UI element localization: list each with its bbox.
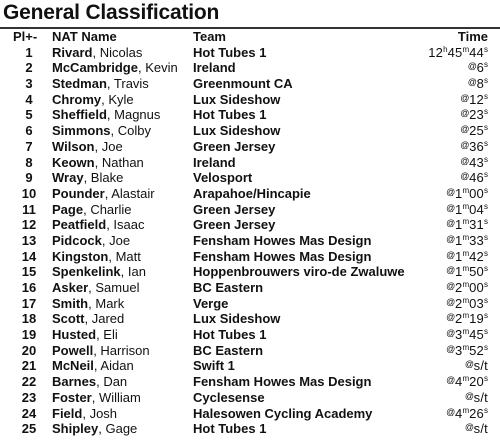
rider-last-name: McNeil [52, 358, 94, 374]
time-unit: s [484, 185, 488, 195]
time-minutes: 4 [455, 405, 463, 421]
time-minutes: 3 [455, 327, 463, 343]
team-name: Hoppenbrouwers viro-de Zwaluwe [193, 264, 405, 280]
rider-last-name: Asker [52, 280, 89, 295]
rider-name [52, 421, 137, 437]
name-separator: , [94, 154, 102, 170]
time-minutes: 2 [455, 280, 463, 295]
time-seconds: s/t [473, 389, 488, 405]
rider-first-name: Magnus [114, 107, 161, 123]
rider-first-name: William [98, 389, 141, 405]
rider-name [52, 186, 155, 202]
rider-name [52, 296, 124, 312]
time-unit: m [462, 295, 470, 305]
rider-name [52, 60, 178, 76]
table-row [0, 45, 500, 61]
rider-first-name: Kevin [145, 60, 178, 76]
name-separator: , [101, 91, 109, 107]
place-number: 19 [21, 327, 37, 343]
rider-first-name: Harrison [100, 342, 150, 358]
team-name: BC Eastern [193, 280, 264, 295]
time-unit: m [462, 405, 470, 415]
rider-last-name: Wilson [52, 138, 95, 154]
rider-last-name: Keown [52, 154, 95, 170]
name-separator: , [110, 123, 118, 139]
table-row [0, 343, 500, 359]
time-minutes: 1 [455, 248, 463, 264]
time-unit: s [484, 280, 488, 289]
time-gap-prefix: @ [446, 186, 456, 197]
column-header-time: Time [457, 29, 488, 44]
place-number: 18 [21, 311, 37, 327]
time-value [428, 45, 488, 61]
place-number: 9 [25, 170, 33, 186]
name-separator: , [104, 185, 112, 201]
name-separator: , [106, 217, 114, 233]
time-unit: s [484, 107, 488, 117]
name-separator: , [83, 201, 91, 217]
rider-first-name: Matt [115, 248, 141, 264]
time-unit: s [484, 91, 488, 101]
table-header [0, 29, 500, 45]
time-unit: s [484, 170, 488, 180]
time-gap-prefix: @ [460, 124, 470, 135]
rider-name [52, 280, 139, 296]
time-seconds: 31 [469, 217, 484, 233]
rider-first-name: Alastair [111, 185, 155, 201]
rider-name [52, 217, 145, 233]
rider-last-name: Pounder [52, 185, 105, 201]
rider-last-name: Smith [52, 295, 89, 311]
name-separator: , [96, 327, 104, 343]
team-name: Green Jersey [193, 201, 276, 217]
time-seconds: s/t [473, 358, 488, 374]
table-row [0, 421, 500, 437]
time-unit: s [484, 264, 488, 274]
table-row [0, 280, 500, 296]
time-unit: s [484, 217, 488, 227]
rider-first-name: Josh [89, 405, 118, 421]
name-separator: , [88, 295, 96, 311]
place-number: 16 [21, 280, 37, 295]
time-gap-prefix: @ [460, 92, 470, 103]
name-separator: , [91, 389, 99, 405]
table-row [0, 233, 500, 249]
time-gap-prefix: @ [460, 108, 470, 119]
rider-name [52, 374, 127, 390]
rider-name [52, 327, 118, 343]
rider-first-name: Isaac [113, 217, 145, 233]
rider-name [52, 358, 134, 374]
table-row [0, 296, 500, 312]
team-name: Green Jersey [193, 138, 276, 154]
time-seconds: 8 [476, 76, 484, 92]
place-number: 12 [21, 217, 37, 233]
place-number: 25 [21, 421, 37, 437]
team-name: Ireland [193, 60, 236, 76]
table-row [0, 202, 500, 218]
time-seconds: 6 [476, 60, 484, 76]
place-number: 10 [21, 185, 37, 201]
team-name: Greenmount CA [193, 76, 293, 92]
rider-name [52, 170, 123, 186]
time-seconds: 00 [469, 185, 484, 201]
place-number: 15 [21, 264, 37, 280]
name-separator: , [98, 421, 106, 437]
column-header-place: Pl+- [13, 29, 38, 44]
name-separator: , [84, 311, 92, 327]
name-separator: , [106, 107, 115, 123]
rider-first-name: Aidan [100, 358, 134, 374]
time-seconds: 46 [469, 170, 484, 186]
time-seconds: 44 [469, 44, 484, 60]
time-unit: m [462, 185, 470, 195]
time-unit: m [462, 248, 470, 258]
time-gap-prefix: @ [446, 328, 456, 339]
table-row [0, 186, 500, 202]
team-name: Green Jersey [193, 217, 276, 233]
table-row [0, 217, 500, 233]
team-name: Lux Sideshow [193, 123, 281, 139]
time-gap-prefix: @ [446, 343, 456, 354]
time-gap-prefix: @ [464, 359, 474, 370]
time-minutes: 1 [455, 201, 463, 217]
rider-first-name: Nathan [101, 154, 144, 170]
team-name: Lux Sideshow [193, 311, 281, 327]
time-unit: m [462, 232, 470, 242]
team-name: Halesowen Cycling Academy [193, 405, 373, 421]
team-name: Cyclesense [193, 389, 265, 405]
team-name: Swift 1 [193, 358, 235, 374]
table-row [0, 406, 500, 422]
time-unit: s [484, 154, 488, 164]
rider-name [52, 107, 160, 123]
team-name: Lux Sideshow [193, 91, 281, 107]
place-number: 17 [21, 295, 37, 311]
time-unit: m [462, 311, 470, 321]
rider-last-name: Shipley [52, 421, 99, 437]
rider-name [52, 92, 134, 108]
rider-name [52, 155, 144, 171]
time-unit: s [484, 232, 488, 242]
time-unit: m [462, 327, 470, 337]
rider-last-name: Husted [52, 327, 97, 343]
name-separator: , [82, 405, 90, 421]
name-separator: , [92, 44, 100, 60]
rider-last-name: Chromy [52, 91, 102, 107]
team-name: Velosport [193, 170, 253, 186]
table-row [0, 264, 500, 280]
time-gap-prefix: @ [467, 61, 477, 72]
time-unit: s [484, 248, 488, 258]
place-number: 2 [25, 60, 33, 76]
time-unit: m [462, 217, 470, 227]
time-value [465, 421, 488, 439]
time-seconds: 12 [469, 91, 484, 107]
time-gap-prefix: @ [460, 155, 470, 166]
time-unit: s [484, 327, 488, 337]
place-number: 5 [25, 107, 33, 123]
page-title: General Classification [3, 1, 220, 24]
time-gap-prefix: @ [446, 265, 456, 276]
rider-last-name: Kingston [52, 248, 109, 264]
team-name: Fensham Howes Mas Design [193, 374, 372, 390]
rider-last-name: Rivard [52, 44, 93, 60]
time-unit: s [484, 201, 488, 211]
time-gap-prefix: @ [464, 422, 474, 433]
time-gap-prefix: @ [446, 312, 456, 323]
time-gap-prefix: @ [467, 77, 477, 88]
place-number: 14 [21, 248, 37, 264]
time-unit: s [484, 405, 488, 415]
time-unit: m [462, 280, 470, 289]
time-gap-prefix: @ [446, 202, 456, 213]
time-gap-prefix: @ [464, 390, 474, 401]
team-name: Hot Tubes 1 [193, 107, 267, 123]
rider-last-name: Spenkelink [52, 264, 121, 280]
table-row [0, 358, 500, 374]
table-row [0, 60, 500, 76]
rider-name [52, 202, 132, 218]
place-number: 6 [25, 123, 33, 139]
place-number: 8 [25, 154, 33, 170]
time-seconds: 43 [469, 154, 484, 170]
rider-first-name: Colby [117, 123, 151, 139]
team-name: BC Eastern [193, 342, 264, 358]
table-row [0, 374, 500, 390]
time-unit: s [484, 295, 488, 305]
table-row [0, 139, 500, 155]
time-unit: m [462, 374, 470, 384]
rider-name [52, 123, 151, 139]
time-unit: m [462, 342, 470, 352]
place-number: 23 [21, 389, 37, 405]
rider-last-name: Pidcock [52, 232, 102, 248]
time-minutes: 2 [455, 295, 463, 311]
table-row [0, 155, 500, 171]
place-number: 1 [25, 44, 33, 60]
time-gap-prefix: @ [460, 171, 470, 182]
rider-first-name: Nicolas [99, 44, 143, 60]
table-row [0, 390, 500, 406]
time-minutes: 1 [455, 264, 463, 280]
rider-name [52, 390, 141, 406]
time-unit: m [462, 201, 470, 211]
rider-name [52, 139, 123, 155]
time-minutes: 1 [455, 217, 463, 233]
name-separator: , [88, 280, 96, 295]
time-minutes: 45 [447, 44, 463, 60]
place-number: 22 [21, 374, 37, 390]
time-seconds: s/t [473, 421, 488, 437]
rider-last-name: Scott [52, 311, 85, 327]
place-number: 20 [21, 342, 37, 358]
rider-first-name: Jared [91, 311, 125, 327]
table-row [0, 327, 500, 343]
time-seconds: 19 [469, 311, 484, 327]
team-name: Hot Tubes 1 [193, 44, 267, 60]
time-seconds: 00 [469, 280, 484, 295]
time-seconds: 36 [469, 138, 484, 154]
rider-last-name: Peatfield [52, 217, 107, 233]
classification-table [0, 27, 500, 437]
place-number: 13 [21, 232, 37, 248]
rider-last-name: Stedman [52, 76, 107, 92]
place-number: 24 [21, 405, 37, 421]
rider-first-name: Kyle [108, 91, 134, 107]
rider-first-name: Samuel [95, 280, 140, 295]
name-separator: , [96, 374, 104, 390]
rider-first-name: Travis [113, 76, 149, 92]
rider-first-name: Mark [95, 295, 125, 311]
rider-last-name: McCambridge [52, 60, 138, 76]
name-separator: , [93, 358, 101, 374]
rider-last-name: Field [52, 405, 83, 421]
rider-first-name: Charlie [90, 201, 132, 217]
rider-first-name: Blake [90, 170, 124, 186]
rider-last-name: Wray [52, 170, 84, 186]
table-row [0, 92, 500, 108]
team-name: Hot Tubes 1 [193, 421, 267, 437]
time-seconds: 33 [469, 232, 484, 248]
time-gap-prefix: @ [446, 281, 456, 291]
time-gap-prefix: @ [446, 406, 456, 417]
time-unit: s [484, 76, 488, 86]
team-name: Arapahoe/Hincapie [193, 185, 311, 201]
table-row [0, 170, 500, 186]
time-gap-prefix: @ [460, 139, 470, 150]
rider-first-name: Joe [101, 138, 123, 154]
rider-name [52, 264, 146, 280]
time-gap-prefix: @ [446, 296, 456, 307]
table-row [0, 107, 500, 123]
name-separator: , [108, 248, 116, 264]
name-separator: , [106, 76, 114, 92]
time-unit: s [484, 311, 488, 321]
time-gap-prefix: @ [446, 233, 456, 244]
team-name: Fensham Howes Mas Design [193, 232, 372, 248]
column-header-name: NAT Name [52, 29, 117, 44]
rider-name [52, 311, 124, 327]
time-seconds: 04 [469, 201, 484, 217]
rider-first-name: Gage [105, 421, 138, 437]
time-seconds: 52 [469, 342, 484, 358]
rider-first-name: Ian [127, 264, 146, 280]
time-minutes: 4 [455, 374, 463, 390]
rider-name [52, 249, 141, 265]
time-unit: m [462, 264, 470, 274]
rider-last-name: Powell [52, 342, 94, 358]
name-separator: , [120, 264, 128, 280]
place-number: 4 [25, 91, 33, 107]
time-minutes: 1 [455, 185, 463, 201]
name-separator: , [137, 60, 146, 76]
name-separator: , [83, 170, 91, 186]
team-name: Hot Tubes 1 [193, 327, 267, 343]
place-number: 7 [25, 138, 33, 154]
time-seconds: 25 [469, 123, 484, 139]
time-gap-prefix: @ [446, 375, 456, 386]
rider-name [52, 406, 117, 422]
time-hours: 12 [428, 44, 444, 60]
time-unit: s [484, 44, 488, 54]
name-separator: , [93, 342, 101, 358]
rider-last-name: Page [52, 201, 84, 217]
table-row [0, 76, 500, 92]
table-row [0, 123, 500, 139]
time-minutes: 1 [455, 232, 463, 248]
time-unit: s [484, 60, 488, 70]
time-seconds: 20 [469, 374, 484, 390]
table-body [0, 45, 500, 437]
time-unit: s [484, 342, 488, 352]
time-unit: s [484, 138, 488, 148]
column-header-team: Team [193, 29, 226, 44]
time-minutes: 2 [455, 311, 463, 327]
time-seconds: 23 [469, 107, 484, 123]
rider-name [52, 76, 149, 92]
place-number: 3 [25, 76, 33, 92]
rider-first-name: Joe [109, 232, 131, 248]
rider-last-name: Sheffield [52, 107, 107, 123]
time-seconds: 45 [469, 327, 484, 343]
time-minutes: 3 [455, 342, 463, 358]
time-unit: s [484, 374, 488, 384]
name-separator: , [94, 138, 102, 154]
name-separator: , [101, 232, 110, 248]
rider-name [52, 45, 142, 61]
team-name: Fensham Howes Mas Design [193, 248, 372, 264]
team-name: Ireland [193, 154, 236, 170]
team-name: Verge [193, 295, 229, 311]
rider-name [52, 343, 150, 359]
time-seconds: 03 [469, 295, 484, 311]
rider-last-name: Barnes [52, 374, 97, 390]
time-unit: m [462, 44, 470, 54]
place-number: 11 [22, 201, 36, 217]
time-seconds: 50 [469, 264, 484, 280]
rider-last-name: Foster [52, 389, 92, 405]
rider-first-name: Dan [103, 374, 128, 390]
time-unit: s [484, 123, 488, 133]
rider-first-name: Eli [103, 327, 118, 343]
rider-name [52, 233, 130, 249]
time-seconds: 42 [469, 248, 484, 264]
time-unit: h [443, 44, 448, 54]
time-seconds: 26 [469, 405, 484, 421]
table-row [0, 311, 500, 327]
rider-last-name: Simmons [52, 123, 111, 139]
time-gap-prefix: @ [446, 249, 456, 260]
time-gap-prefix: @ [446, 218, 456, 229]
place-number: 21 [21, 358, 37, 374]
table-row [0, 249, 500, 265]
